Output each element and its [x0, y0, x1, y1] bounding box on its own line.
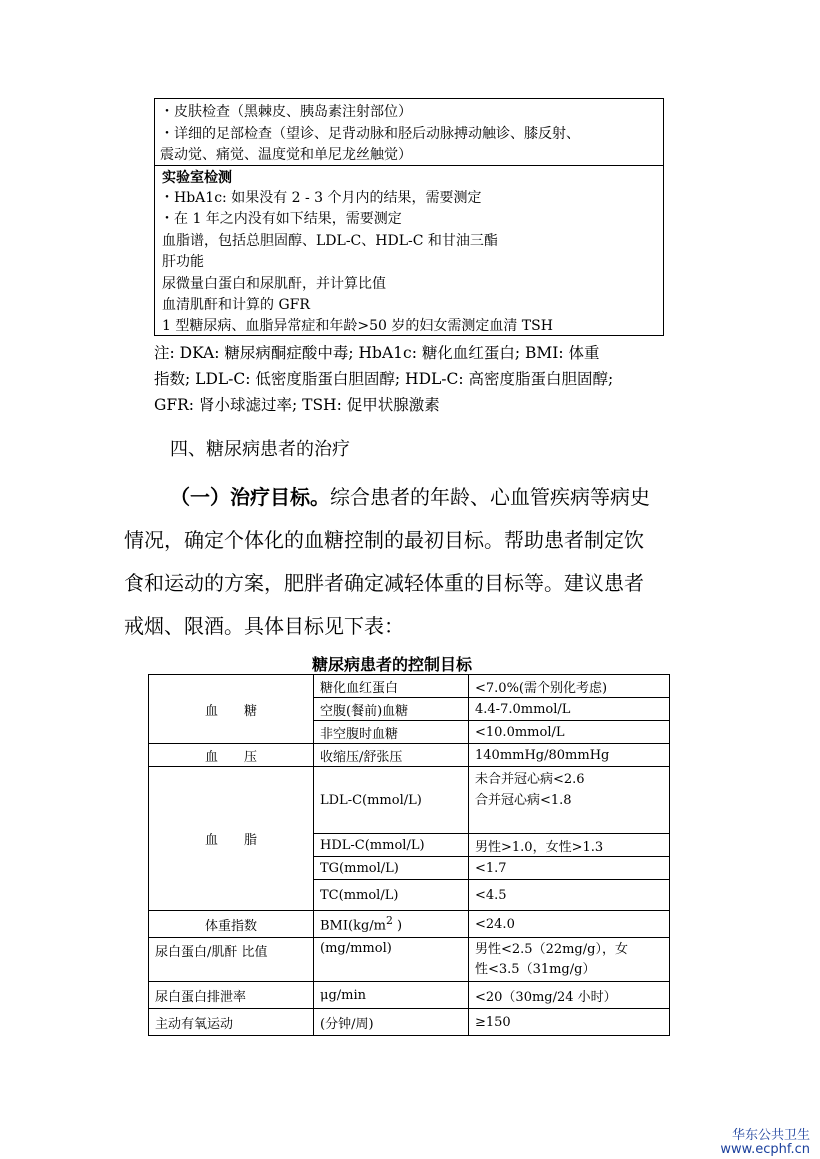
table-row	[149, 938, 670, 982]
target-cell	[469, 767, 670, 834]
target-cell: <1.7	[469, 857, 670, 880]
target-cell: <7.0%(需个别化考虑)	[469, 675, 670, 698]
section-heading: 四、糖尿病患者的治疗	[170, 439, 350, 460]
box-line: ・在 1 年之内没有如下结果，需要测定	[160, 211, 402, 227]
item-cell: TG(mmol/L)	[314, 857, 469, 880]
box-line: ・详细的足部检查（望诊、足背动脉和胫后动脉搏动触诊、膝反射、	[160, 126, 580, 142]
paragraph-line	[170, 475, 745, 519]
table-row	[149, 675, 670, 698]
row-label: 体重指数	[149, 911, 314, 938]
item-cell: HDL-C(mmol/L)	[314, 834, 469, 857]
item-cell: 空腹(餐前)血糖	[314, 698, 469, 721]
divider	[155, 165, 663, 166]
box-line: ・皮肤检查（黑棘皮、胰岛素注射部位）	[160, 104, 412, 120]
paragraph-line: 食和运动的方案，肥胖者确定减轻体重的目标等。建议患者	[124, 571, 644, 595]
box-line: ・HbA1c: 如果没有 2 - 3 个月内的结果，需要测定	[160, 190, 482, 206]
note-line: 指数; LDL-C: 低密度脂蛋白胆固醇; HDL-C: 高密度脂蛋白胆固醇;	[154, 370, 614, 388]
note-line: 注: DKA: 糖尿病酮症酸中毒; HbA1c: 糖化血红蛋白; BMI: 体重	[154, 344, 600, 362]
row-label: 血 脂	[149, 767, 314, 911]
table-row	[149, 911, 670, 938]
row-label: 尿白蛋白排泄率	[149, 982, 314, 1009]
target-cell: <4.5	[469, 880, 670, 911]
target-cell	[469, 938, 670, 982]
item-cell: μg/min	[314, 982, 469, 1009]
target-cell: 140mmHg/80mmHg	[469, 744, 670, 767]
control-target-table	[148, 674, 670, 1036]
box-line: 1 型糖尿病、血脂异常症和年龄>50 岁的妇女需测定血清 TSH	[162, 318, 553, 334]
item-cell	[314, 911, 469, 938]
target-cell: 男性>1.0，女性>1.3	[469, 834, 670, 857]
item-cell: (分钟/周)	[314, 1009, 469, 1036]
table-row	[149, 982, 670, 1009]
paragraph-lead: （一）治疗目标。	[170, 485, 330, 509]
item-cell: 收缩压/舒张压	[314, 744, 469, 767]
table-row	[149, 744, 670, 767]
target-line: 性<3.5（31mg/g）	[475, 962, 596, 977]
item-cell: (mg/mmol)	[314, 938, 469, 982]
box-line: 震动觉、痛觉、温度觉和单尼龙丝触觉）	[160, 147, 412, 163]
box-line: 血脂谱，包括总胆固醇、LDL-C、HDL-C 和甘油三酯	[162, 233, 498, 249]
target-line: 未合并冠心病<2.6	[475, 772, 585, 787]
table-row	[149, 1009, 670, 1036]
target-line: 男性<2.5（22mg/g），女	[475, 942, 628, 957]
target-cell: <10.0mmol/L	[469, 721, 670, 744]
lab-heading: 实验室检测	[162, 170, 232, 186]
target-cell: <24.0	[469, 911, 670, 938]
target-line: 合并冠心病<1.8	[475, 793, 572, 808]
item-cell: 非空腹时血糖	[314, 721, 469, 744]
table-title: 糖尿病患者的控制目标	[312, 655, 473, 674]
table-row	[149, 767, 670, 834]
paragraph-line: 情况，确定个体化的血糖控制的最初目标。帮助患者制定饮	[124, 528, 644, 552]
paragraph-text: 综合患者的年龄、心血管疾病等病史	[330, 485, 650, 509]
target-cell: 4.4-7.0mmol/L	[469, 698, 670, 721]
row-label: 尿白蛋白/肌酐 比值	[149, 938, 314, 982]
item-cell: 糖化血红蛋白	[314, 675, 469, 698]
box-line: 血清肌酐和计算的 GFR	[162, 297, 310, 313]
box-line: 肝功能	[162, 254, 204, 270]
item-cell: LDL-C(mmol/L)	[314, 767, 469, 834]
target-cell: <20（30mg/24 小时）	[469, 982, 670, 1009]
bmi-unit: BMI(kg/m	[320, 918, 386, 934]
bmi-unit-end: )	[392, 918, 403, 934]
row-label: 血 压	[149, 744, 314, 767]
note-line: GFR: 肾小球滤过率; TSH: 促甲状腺激素	[154, 396, 440, 414]
watermark-url[interactable]: www.ecphf.cn	[720, 1142, 810, 1157]
item-cell: TC(mmol/L)	[314, 880, 469, 911]
row-label: 主动有氧运动	[149, 1009, 314, 1036]
paragraph-line: 戒烟、限酒。具体目标见下表：	[124, 614, 404, 638]
watermark-title: 华东公共卫生	[731, 1128, 810, 1143]
target-cell: ≥150	[469, 1009, 670, 1036]
superscript: 2	[385, 914, 393, 928]
box-line: 尿微量白蛋白和尿肌酐，并计算比值	[162, 276, 386, 292]
row-label: 血 糖	[149, 675, 314, 744]
